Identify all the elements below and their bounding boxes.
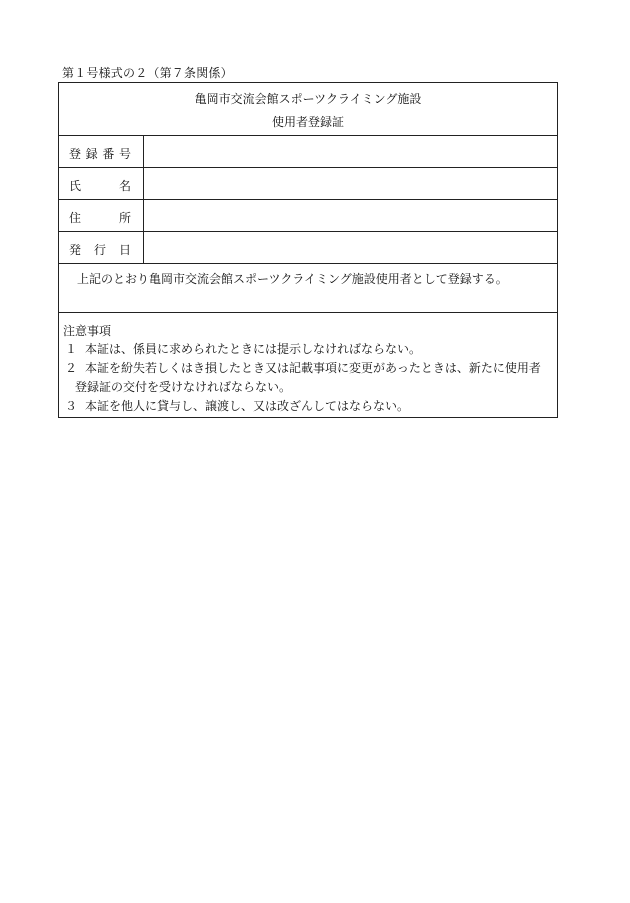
- facility-name-title: 亀岡市交流会館スポーツクライミング施設: [194, 92, 422, 106]
- issue-date-label: 発行日: [69, 243, 131, 257]
- title-block: [59, 83, 557, 136]
- notes-block: [59, 313, 557, 417]
- note-item: [65, 359, 553, 397]
- field-row-name: [59, 168, 557, 200]
- name-field[interactable]: [144, 168, 557, 199]
- statement-block: [59, 264, 557, 313]
- field-label-cell: [59, 136, 144, 167]
- note-text: 本証を紛失若しくはき損したとき又は記載事項に変更があったときは、新たに使用者: [85, 361, 541, 375]
- note-number: １: [65, 342, 78, 356]
- notes-heading: 注意事項: [63, 324, 112, 338]
- field-row-address: [59, 200, 557, 232]
- note-text: 本証は、係員に求められたときには提示しなければならない。: [85, 342, 422, 356]
- registration-card-form: [58, 82, 558, 418]
- note-number: ２: [65, 361, 78, 375]
- name-label: 氏名: [69, 179, 131, 193]
- note-number: ３: [65, 399, 78, 413]
- field-row-issue-date: [59, 232, 557, 264]
- field-row-registration-number: [59, 136, 557, 168]
- field-label-cell: [59, 168, 144, 199]
- registration-statement: 上記のとおり亀岡市交流会館スポーツクライミング施設使用者として登録する。: [77, 272, 508, 286]
- note-item: [65, 340, 553, 359]
- note-item: [65, 397, 553, 416]
- registration-number-label: 登録番号: [69, 147, 131, 161]
- note-text-continued: 登録証の交付を受けなければならない。: [75, 380, 292, 394]
- form-reference: 第１号様式の２（第７条関係）: [62, 66, 233, 80]
- note-text: 本証を他人に貸与し、譲渡し、又は改ざんしてはならない。: [85, 399, 410, 413]
- field-label-cell: [59, 232, 144, 263]
- address-label: 住所: [69, 211, 131, 225]
- issue-date-field[interactable]: [144, 232, 557, 263]
- address-field[interactable]: [144, 200, 557, 231]
- field-label-cell: [59, 200, 144, 231]
- document-title: 使用者登録証: [271, 115, 344, 129]
- registration-number-field[interactable]: [144, 136, 557, 167]
